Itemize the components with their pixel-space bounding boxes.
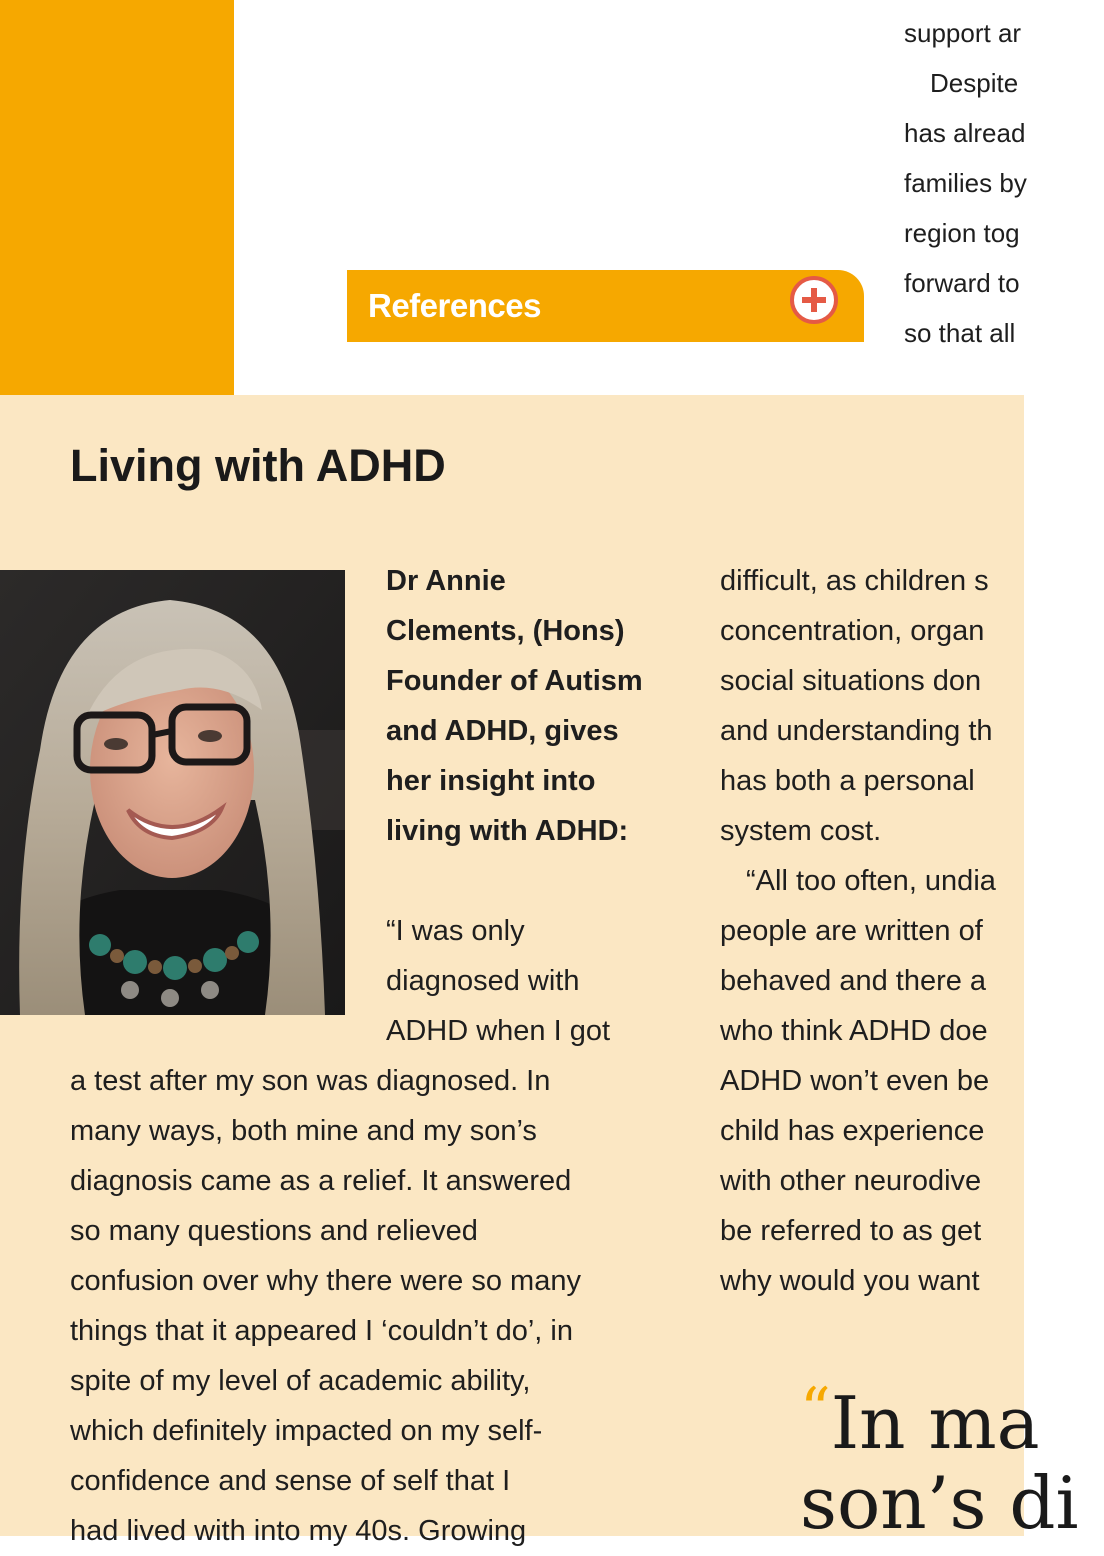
intro-text [386, 556, 643, 856]
body-left-text [70, 1056, 581, 1556]
text-line: and ADHD, gives [386, 715, 619, 747]
text-line: which definitely impacted on my self- [70, 1415, 543, 1447]
text-line: has alread [904, 118, 1026, 148]
text-line: things that it appeared I ‘couldn’t do’, in [70, 1315, 573, 1347]
text-line: behaved and there a [720, 965, 987, 997]
plus-icon[interactable] [790, 276, 838, 324]
text-line: forward to [904, 268, 1020, 298]
text-line: families by [904, 168, 1027, 198]
pull-quote-line-1: “In ma [800, 1375, 1040, 1465]
text-line: concentration, organ [720, 615, 985, 647]
text-line: system cost. [720, 815, 882, 847]
text-line: has both a personal [720, 765, 975, 797]
pull-quote-line-2: son’s di [800, 1461, 1079, 1545]
text-line: diagnosis came as a relief. It answered [70, 1165, 572, 1197]
text-line: region tog [904, 218, 1020, 248]
section-title: Living with ADHD [70, 440, 446, 491]
text-line: her insight into [386, 765, 596, 797]
right-column-text [720, 556, 996, 1306]
pull-quote [800, 1370, 1079, 1543]
orange-block [0, 0, 234, 395]
text-line: a test after my son was diagnosed. In [70, 1065, 551, 1097]
top-column-text [904, 8, 1104, 358]
text-line: “All too often, undia [746, 865, 996, 897]
text-line: ADHD won’t even be [720, 1065, 990, 1097]
text-line: living with ADHD: [386, 815, 629, 847]
text-line: Clements, (Hons) [386, 615, 625, 647]
quote-start-text [386, 906, 610, 1056]
text-line: so that all [904, 318, 1016, 348]
text-line: difficult, as children s [720, 565, 989, 597]
text-line: had lived with into my 40s. Growing [70, 1515, 527, 1547]
text-line: Despite [930, 68, 1019, 98]
text-line: many ways, both mine and my son’s [70, 1115, 537, 1147]
text-line: support ar [904, 18, 1022, 48]
text-line: confidence and sense of self that I [70, 1465, 511, 1497]
text-line: so many questions and relieved [70, 1215, 478, 1247]
quote-mark-icon: “ [800, 1375, 831, 1445]
text-line: people are written of [720, 915, 983, 947]
text-line: be referred to as get [720, 1215, 982, 1247]
text-line: with other neurodive [720, 1165, 982, 1197]
text-line: ADHD when I got [386, 1015, 611, 1047]
text-line: and understanding th [720, 715, 993, 747]
text-line: confusion over why there were so many [70, 1265, 581, 1297]
text-line: child has experience [720, 1115, 985, 1147]
text-line: who think ADHD doe [720, 1015, 988, 1047]
portrait-photo [0, 570, 345, 1015]
text-line: Founder of Autism [386, 665, 643, 697]
text-line: diagnosed with [386, 965, 580, 997]
text-line: Dr Annie [386, 565, 506, 597]
references-label: References [368, 287, 541, 324]
text-line: spite of my level of academic ability, [70, 1365, 531, 1397]
references-button[interactable] [347, 270, 864, 342]
text-line: “I was only [386, 915, 525, 947]
text-line: why would you want [720, 1265, 980, 1297]
text-line: social situations don [720, 665, 982, 697]
